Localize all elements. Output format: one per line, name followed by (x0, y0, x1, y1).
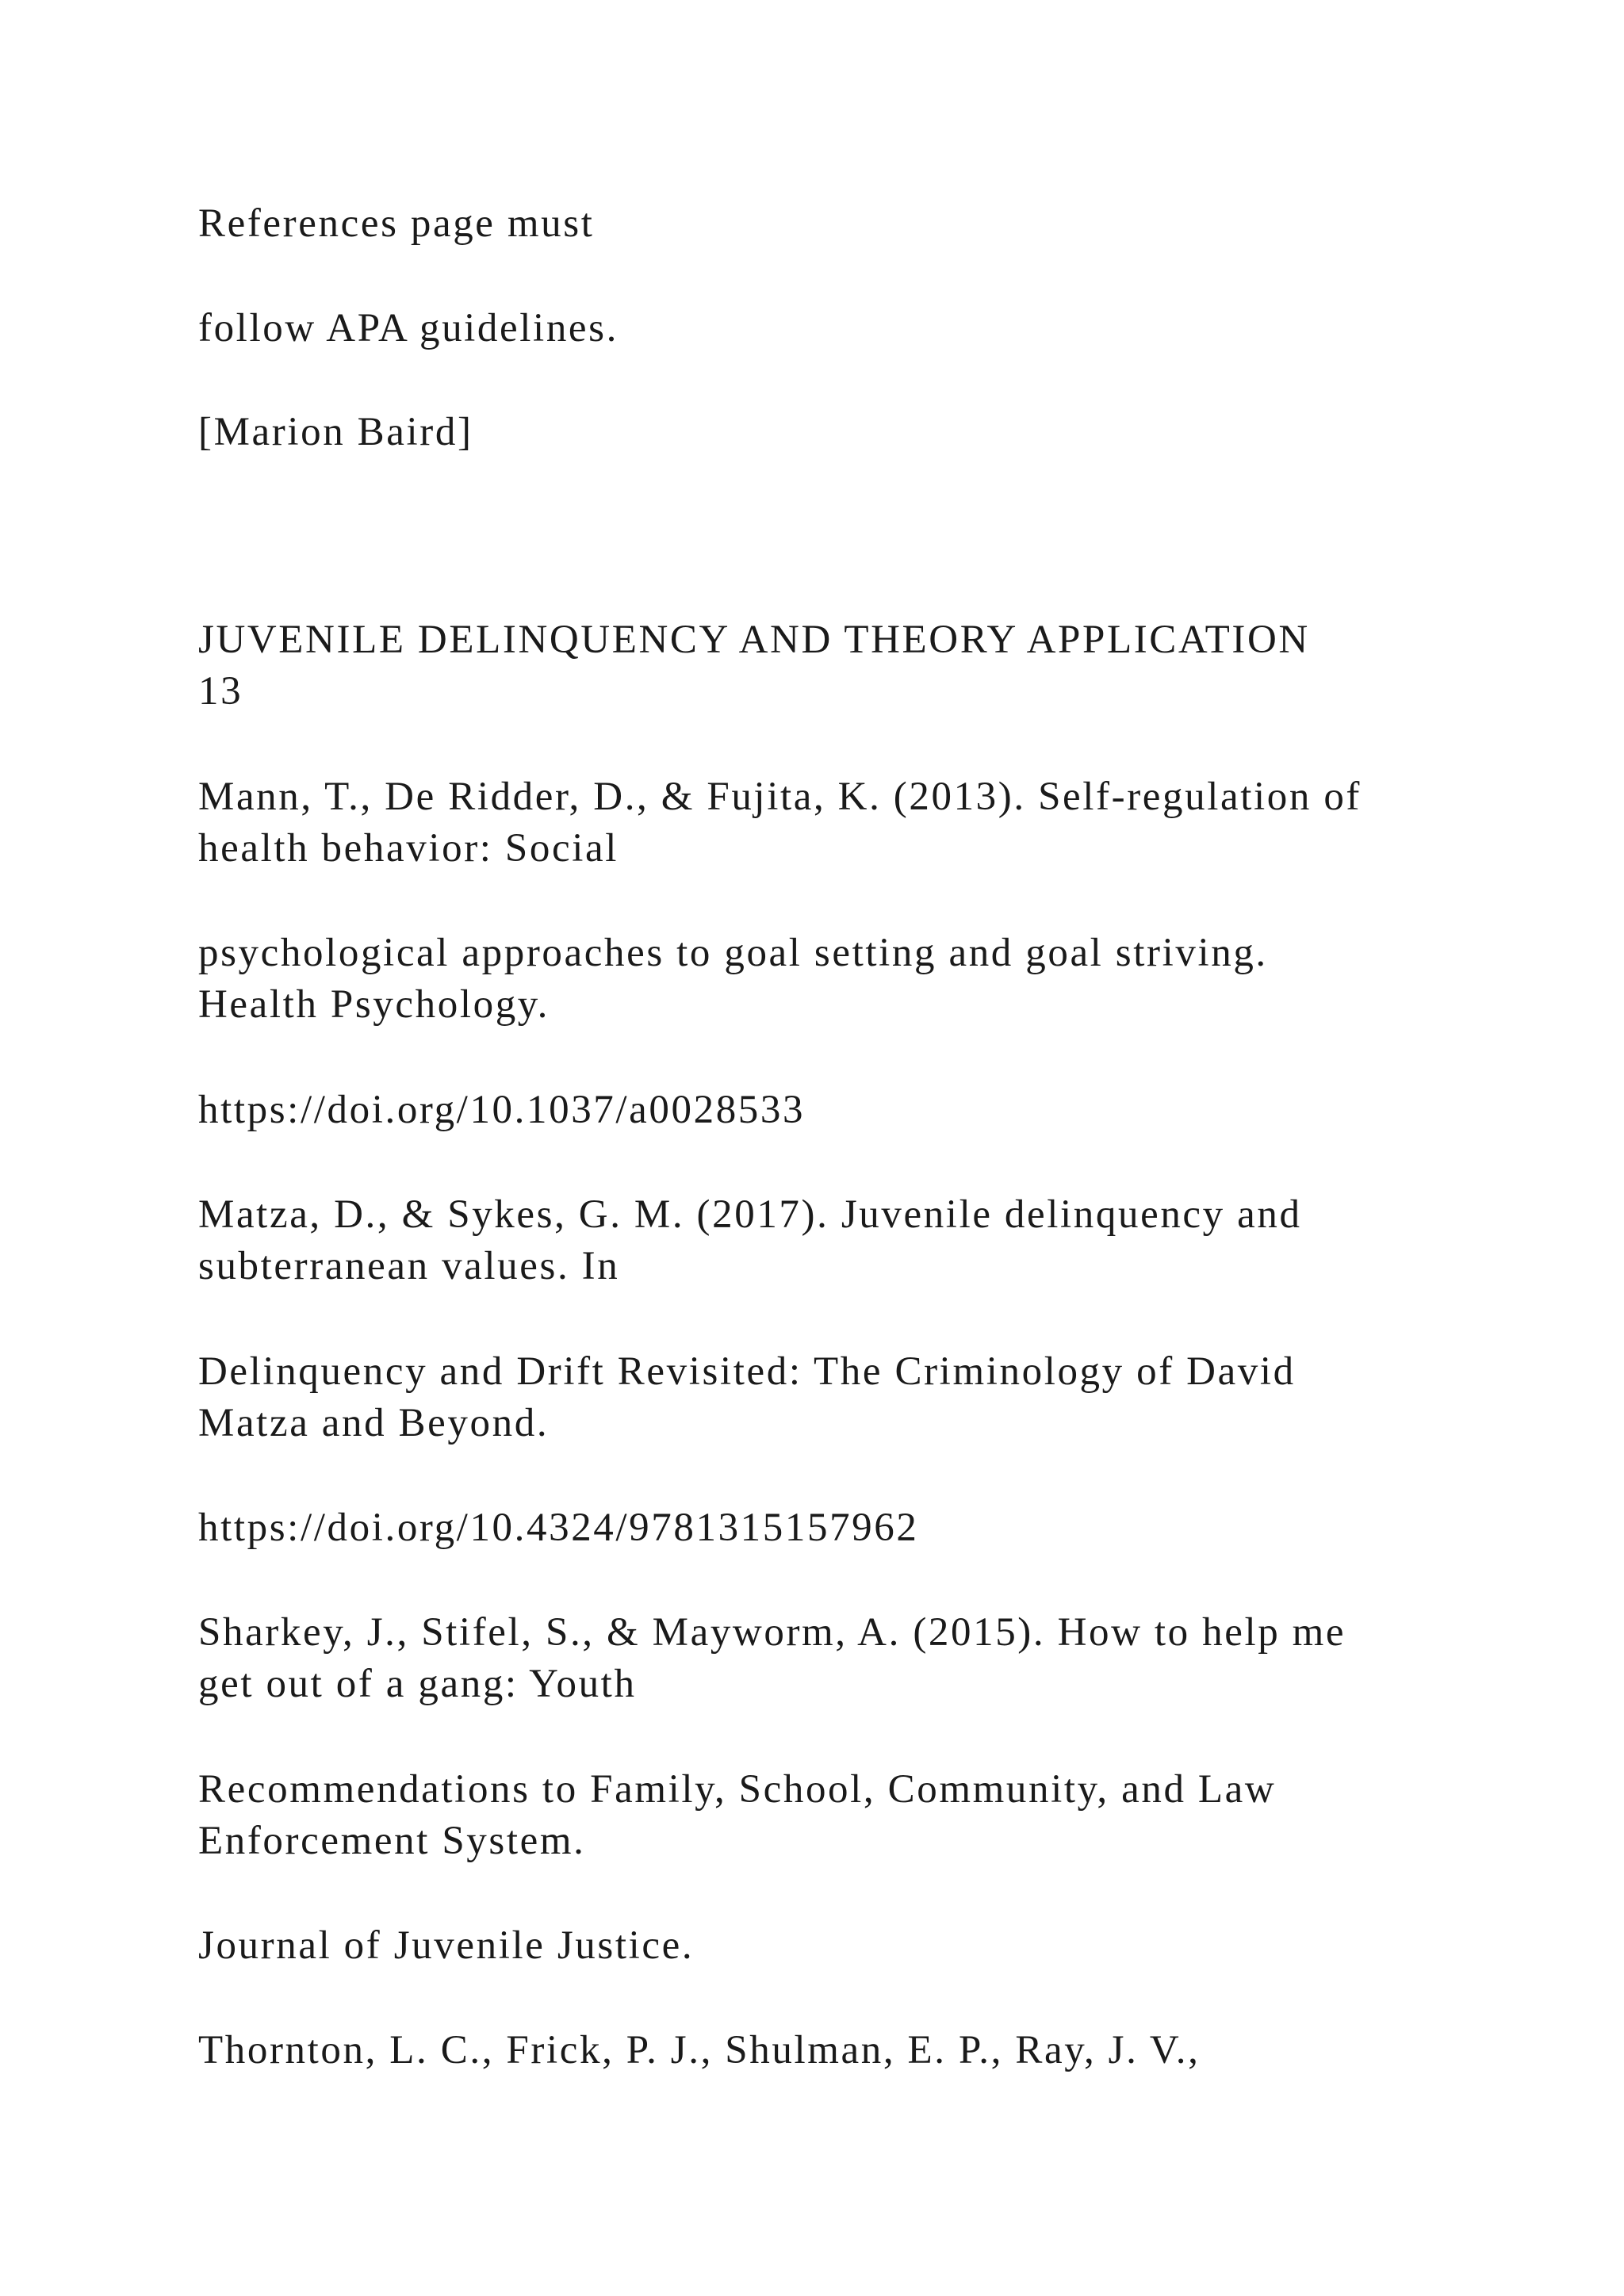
reference-entry-mann (198, 771, 1499, 874)
author-name (198, 407, 1499, 458)
text-line: [Marion Baird] (198, 410, 473, 454)
text-line: health behavior: Social (198, 826, 619, 871)
reference-entry-mann-cont (198, 928, 1499, 1031)
reference-doi-mann (198, 1085, 1499, 1136)
reference-entry-sharkey-cont (198, 1764, 1499, 1867)
reference-journal-sharkey (198, 1920, 1499, 1972)
reference-entry-thornton (198, 2025, 1499, 2076)
text-line: Thornton, L. C., Frick, P. J., Shulman, E. P., Ray, J. V., (198, 2028, 1201, 2072)
page-number: 13 (198, 669, 243, 714)
text-line: follow APA guidelines. (198, 306, 619, 350)
text-line: Journal of Juvenile Justice. (198, 1923, 695, 1968)
text-line: Health Psychology. (198, 982, 550, 1027)
intro-line-2 (198, 303, 1499, 354)
text-line: Delinquency and Drift Revisited: The Criminology of David (198, 1349, 1296, 1394)
text-line: Enforcement System. (198, 1819, 586, 1863)
text-line: psychological approaches to goal setting and goal striving. (198, 931, 1268, 975)
header-title: JUVENILE DELINQUENCY AND THEORY APPLICATION (198, 618, 1310, 662)
text-line: Matza, D., & Sykes, G. M. (2017). Juvenile delinquency and (198, 1192, 1302, 1237)
text-line: Mann, T., De Ridder, D., & Fujita, K. (2013). Self-regulation of (198, 775, 1362, 819)
intro-line-1 (198, 198, 1499, 250)
reference-entry-matza-cont (198, 1346, 1499, 1449)
doi-text: https://doi.org/10.1037/a0028533 (198, 1088, 806, 1132)
text-line: Matza and Beyond. (198, 1401, 550, 1445)
doi-text: https://doi.org/10.4324/9781315157962 (198, 1506, 919, 1550)
reference-doi-matza (198, 1502, 1499, 1554)
reference-entry-matza (198, 1189, 1499, 1292)
reference-entry-sharkey (198, 1607, 1499, 1710)
text-line: Recommendations to Family, School, Community, and Law (198, 1767, 1277, 1812)
text-line: References page must (198, 201, 595, 246)
text-line: subterranean values. In (198, 1244, 620, 1288)
text-line: get out of a gang: Youth (198, 1662, 637, 1706)
text-line: Sharkey, J., Stifel, S., & Mayworm, A. (2015). How to help me (198, 1610, 1346, 1655)
running-header (198, 614, 1499, 718)
